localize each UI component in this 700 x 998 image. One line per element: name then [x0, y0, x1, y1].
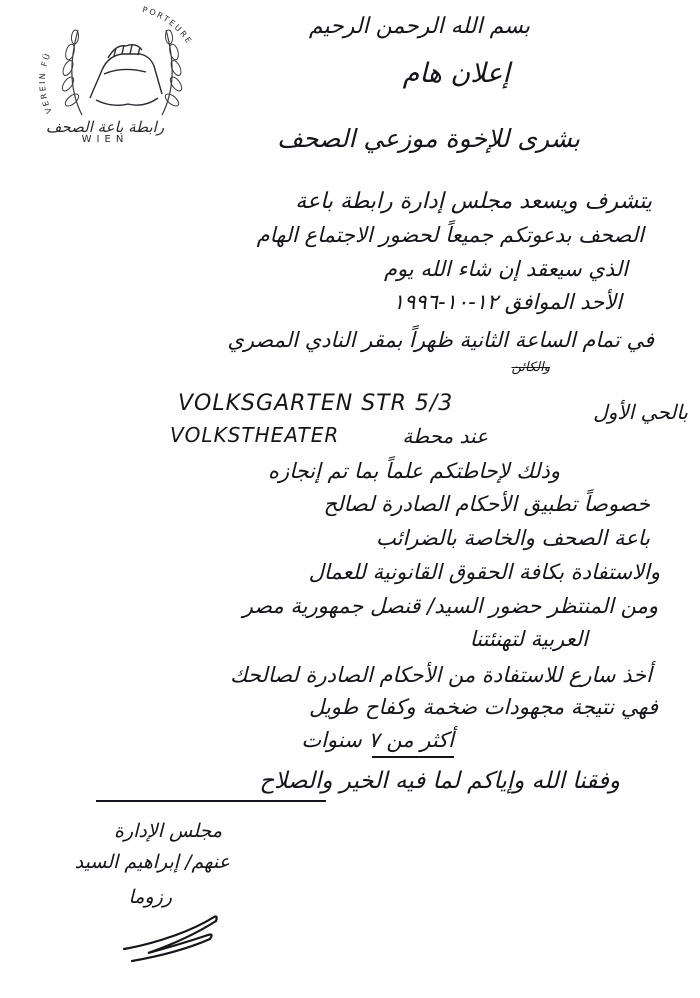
closing-underline — [96, 800, 326, 802]
logo-arc-right-text: PORTEURE — [141, 5, 195, 47]
svg-text:PORTEURE — [141, 5, 194, 46]
body-line-14: أكثر من ٧ سنوات — [301, 728, 454, 752]
district-text: بالحي الأول — [593, 400, 688, 424]
meeting-time-line: في تمام الساعة الثانية ظهراً بمقر النادي المصري — [227, 328, 654, 352]
body-line-12: أخذ سارع للاستفادة من الأحكام الصادرة لصالحك — [230, 663, 652, 687]
svg-text:VEREIN FÜ — [38, 50, 54, 114]
signoff-name: رزوما — [128, 886, 172, 908]
body-line-7: خصوصاً تطبيق الأحكام الصادرة لصالح — [323, 492, 650, 516]
station-label: عند محطة — [402, 424, 488, 448]
announcement-title: إعلان هام — [402, 58, 510, 89]
body-line-6: وذلك لإحاطتكم علماً بما تم إنجازه — [268, 459, 560, 483]
years-underline — [372, 756, 454, 758]
handwritten-signature — [118, 905, 228, 965]
body-line-13: فهي نتيجة مجهودات ضخمة وكفاح طويل — [308, 695, 658, 719]
body-line-3: الذي سيعقد إن شاء الله يوم — [383, 257, 628, 281]
tidings-heading: بشرى للإخوة موزعي الصحف — [277, 124, 580, 153]
signoff-board: مجلس الإدارة — [114, 820, 222, 842]
body-line-8: باعة الصحف والخاصة بالضرائب — [376, 526, 650, 550]
body-line-1: يتشرف ويسعد مجلس إدارة رابطة باعة — [295, 189, 652, 214]
body-line-10: ومن المنتظر حضور السيد/ قنصل جمهورية مصر — [242, 594, 658, 618]
station-name: VOLKSTHEATER — [170, 423, 340, 447]
struck-word: والكائن — [511, 360, 550, 375]
meeting-date-line: الأحد الموافق ١٢-١٠-١٩٩٦ — [392, 290, 622, 314]
body-line-2: الصحف بدعوتكم جميعاً لحضور الاجتماع الهام — [256, 223, 644, 247]
body-line-9: والاستفادة بكافة الحقوق القانونية للعمال — [308, 560, 660, 584]
signoff-on-behalf: عنهم/ إبراهيم السيد — [74, 851, 230, 873]
logo-arc-left-text: VEREIN FÜ — [37, 50, 54, 115]
bismillah: بسم الله الرحمن الرحيم — [308, 14, 530, 39]
logo-arabic-caption: رابطة باعة الصحف — [45, 118, 165, 136]
street-address: VOLKSGARTEN STR 5/3 — [178, 391, 454, 416]
logo-city: WIEN — [81, 134, 129, 145]
body-line-11: العربية لتهنئتنا — [469, 627, 588, 651]
closing-prayer: وفقنا الله وإياكم لما فيه الخير والصلاح — [259, 768, 620, 794]
